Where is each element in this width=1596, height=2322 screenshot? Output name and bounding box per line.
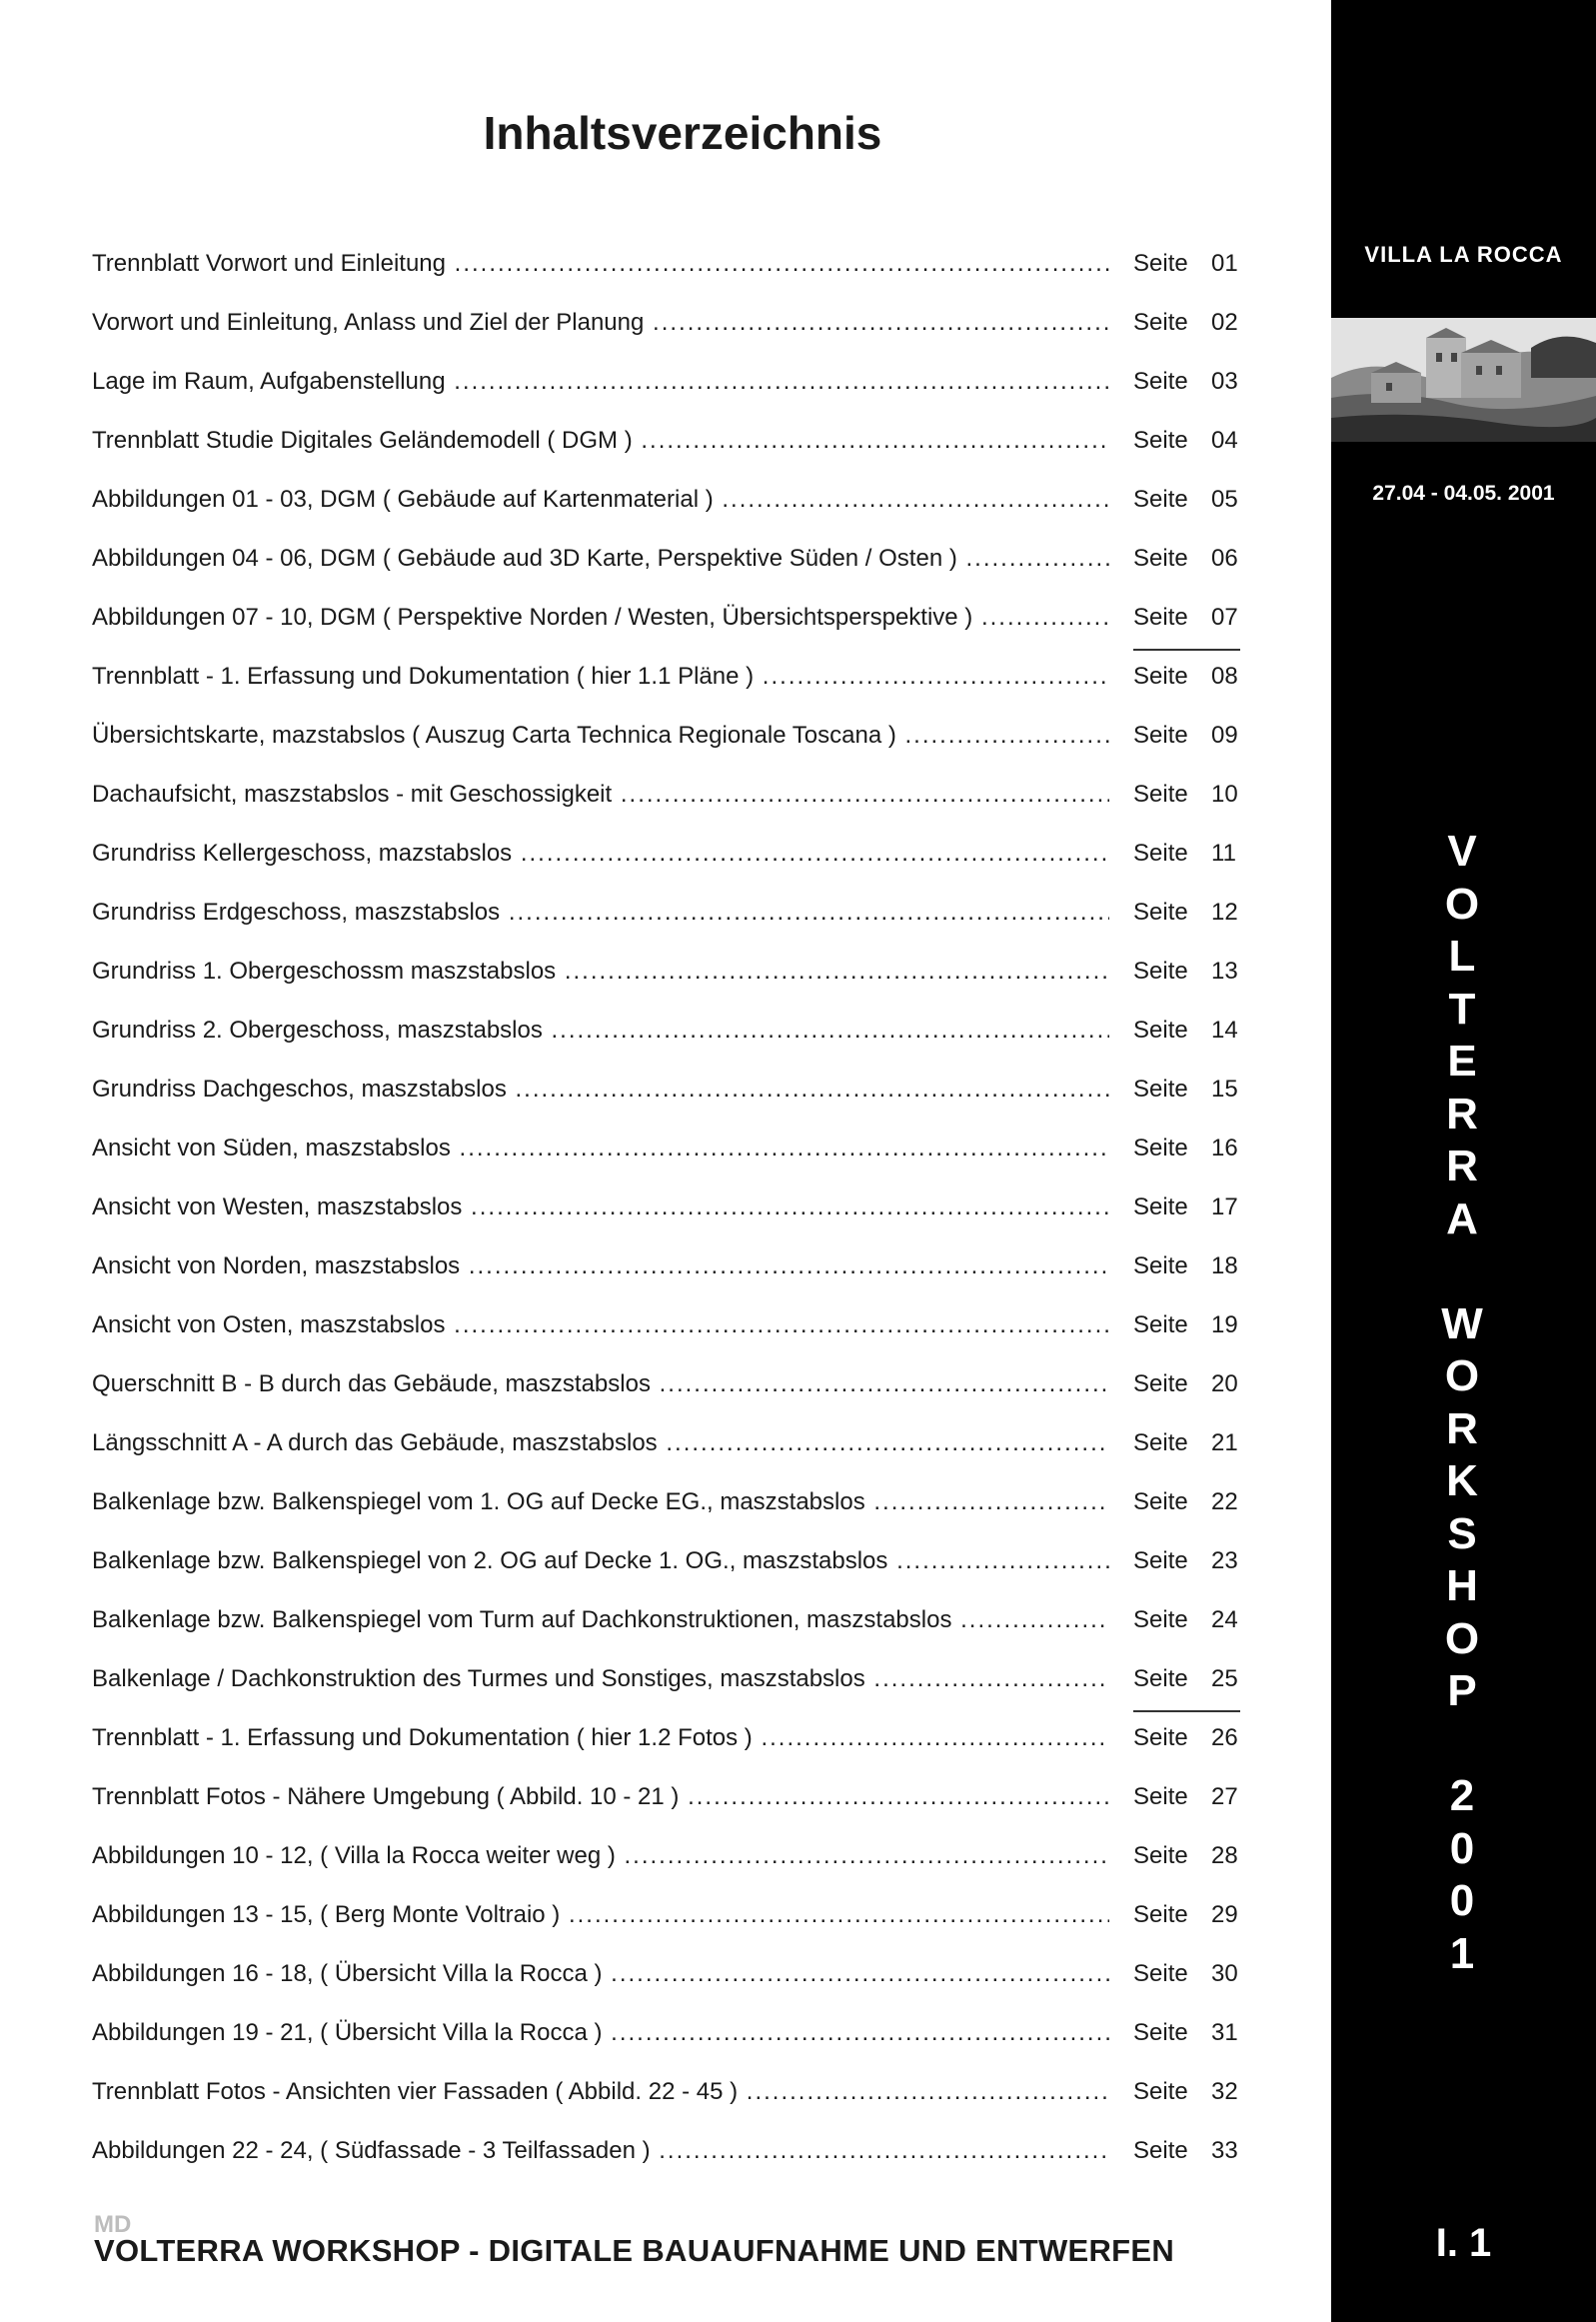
toc-row	[92, 1184, 1271, 1243]
toc-entry-text: Abbildungen 16 - 18, ( Übersicht Villa la Rocca ) .....	[92, 1951, 1109, 1997]
toc-entry-text: Abbildungen 07 - 10, DGM ( Perspektive Norden / Westen, Übersichtsperspektive ) .....	[92, 595, 1109, 641]
page-ref: 18	[1211, 1252, 1238, 1279]
seite-label: Seite	[1133, 1783, 1188, 1810]
vertical-title-letter: L	[1448, 932, 1476, 981]
seite-label: Seite	[1133, 2078, 1188, 2105]
page-ref: 32	[1211, 2078, 1238, 2105]
seite-label: Seite	[1133, 958, 1188, 985]
seite-label: Seite	[1133, 1193, 1188, 1220]
seite-label: Seite	[1133, 1724, 1188, 1751]
toc-entry-text: Trennblatt Vorwort und Einleitung .....	[92, 241, 1109, 287]
toc-row	[92, 1715, 1271, 1774]
vertical-title-letter: O	[1444, 879, 1480, 929]
toc-row	[92, 241, 1271, 300]
seite-label: Seite	[1133, 1311, 1188, 1338]
page-ref: 19	[1211, 1311, 1238, 1338]
page-ref: 02	[1211, 309, 1238, 336]
seite-label: Seite	[1133, 899, 1188, 926]
seite-label: Seite	[1133, 1135, 1188, 1161]
toc-entry-text: Balkenlage bzw. Balkenspiegel vom 1. OG auf Decke EG., maszstabslos .....	[92, 1479, 1109, 1525]
toc-row	[92, 2069, 1271, 2128]
vertical-title-letter: O	[1444, 1351, 1480, 1400]
toc-entry-text: Balkenlage bzw. Balkenspiegel von 2. OG auf Decke 1. OG., maszstabslos .....	[92, 1538, 1109, 1584]
page-ref: 13	[1211, 958, 1238, 985]
seite-label: Seite	[1133, 1076, 1188, 1103]
toc-entry-text: Grundriss Erdgeschoss, maszstabslos .....	[92, 890, 1109, 936]
vertical-title-letter: 1	[1449, 1928, 1475, 1978]
toc-entry-text: Trennblatt - 1. Erfassung und Dokumentation ( hier 1.1 Pläne ) .....	[92, 654, 1109, 700]
page-ref: 11	[1211, 840, 1236, 867]
toc-entry-text: Abbildungen 13 - 15, ( Berg Monte Voltraio ) .....	[92, 1892, 1109, 1938]
toc-row	[92, 2010, 1271, 2069]
seite-label: Seite	[1133, 368, 1188, 395]
toc-row	[92, 2128, 1271, 2187]
toc-row	[92, 1361, 1271, 1420]
seite-label: Seite	[1133, 1017, 1188, 1044]
page-ref: 12	[1211, 899, 1238, 926]
toc-entry-text: Trennblatt Fotos - Nähere Umgebung ( Abbild. 10 - 21 ) .....	[92, 1774, 1109, 1820]
toc-row	[92, 536, 1271, 595]
vertical-title	[1417, 826, 1507, 1980]
page-ref: 21	[1211, 1429, 1238, 1456]
vertical-title-letter	[1417, 1245, 1507, 1298]
vertical-title-letter: P	[1447, 1666, 1477, 1715]
toc-entry-text: Ansicht von Osten, maszstabslos .....	[92, 1302, 1109, 1348]
toc-row	[92, 1774, 1271, 1833]
seite-label: Seite	[1133, 781, 1188, 808]
page-ref: 08	[1211, 663, 1238, 690]
page-ref: 33	[1211, 2137, 1238, 2164]
page-ref: 10	[1211, 781, 1238, 808]
toc-entry-text: Trennblatt - 1. Erfassung und Dokumentation ( hier 1.2 Fotos ) .....	[92, 1715, 1109, 1761]
toc-row	[92, 890, 1271, 949]
page-ref: 16	[1211, 1135, 1238, 1161]
seite-label: Seite	[1133, 1429, 1188, 1456]
toc-row	[92, 713, 1271, 772]
toc-entry-text: Grundriss 2. Obergeschoss, maszstabslos .....	[92, 1008, 1109, 1054]
vertical-title-letter: W	[1441, 1298, 1483, 1348]
page-ref: 03	[1211, 368, 1238, 395]
seite-label: Seite	[1133, 545, 1188, 572]
toc-row	[92, 477, 1271, 536]
toc-row	[92, 1008, 1271, 1067]
vertical-title-letter: E	[1447, 1037, 1477, 1086]
seite-label: Seite	[1133, 1547, 1188, 1574]
seite-label: Seite	[1133, 2019, 1188, 2046]
toc-entry-text: Ansicht von Norden, maszstabslos .....	[92, 1243, 1109, 1289]
page-ref: 22	[1211, 1488, 1238, 1515]
toc-entry-text: Abbildungen 04 - 06, DGM ( Gebäude aud 3D Karte, Perspektive Süden / Osten ) .....	[92, 536, 1109, 582]
toc-row	[92, 1420, 1271, 1479]
project-name: VILLA LA ROCCA	[1364, 242, 1563, 267]
toc-row	[92, 1067, 1271, 1126]
page-ref: 01	[1211, 250, 1238, 277]
toc-row	[92, 1656, 1271, 1715]
toc-row	[92, 1479, 1271, 1538]
page-ref: 05	[1211, 486, 1238, 513]
seite-label: Seite	[1133, 722, 1188, 749]
toc-row	[92, 1833, 1271, 1892]
seite-label: Seite	[1133, 2137, 1188, 2164]
vertical-title-letter: 0	[1449, 1876, 1475, 1925]
page-ref: 09	[1211, 722, 1238, 749]
toc-entry-text: Längsschnitt A - A durch das Gebäude, maszstabslos .....	[92, 1420, 1109, 1466]
toc-entry-text: Ansicht von Süden, maszstabslos .....	[92, 1126, 1109, 1171]
page-ref: 07	[1211, 604, 1238, 631]
toc-entry-text: Ansicht von Westen, maszstabslos .....	[92, 1184, 1109, 1230]
toc-entry-text: Grundriss Kellergeschoss, mazstabslos .....	[92, 831, 1109, 877]
vertical-title-letter: S	[1447, 1508, 1477, 1558]
seite-label: Seite	[1133, 1370, 1188, 1397]
seite-label: Seite	[1133, 1252, 1188, 1279]
toc-entry-text: Balkenlage / Dachkonstruktion des Turmes und Sonstiges, maszstabslos .....	[92, 1656, 1109, 1702]
seite-label: Seite	[1133, 427, 1188, 454]
footer-mark: MD	[94, 2211, 132, 2238]
vertical-title-letter: T	[1448, 984, 1476, 1034]
seite-label: Seite	[1133, 663, 1188, 690]
page-ref: 24	[1211, 1606, 1238, 1633]
page-ref: 15	[1211, 1076, 1238, 1103]
section-separator	[1133, 1710, 1240, 1712]
vertical-title-letter	[1417, 1718, 1507, 1771]
vertical-title-letter: 0	[1449, 1823, 1475, 1873]
footer-title: VOLTERRA WORKSHOP - DIGITALE BAUAUFNAHME UND ENTWERFEN	[94, 2233, 1175, 2268]
toc-row	[92, 1951, 1271, 2010]
vertical-title-letter: K	[1446, 1456, 1478, 1505]
seite-label: Seite	[1133, 1960, 1188, 1987]
page-ref: 20	[1211, 1370, 1238, 1397]
toc-entry-text: Lage im Raum, Aufgabenstellung .....	[92, 359, 1109, 405]
vertical-title-letter: 2	[1449, 1771, 1475, 1820]
toc-row	[92, 300, 1271, 359]
toc-row	[92, 1302, 1271, 1361]
toc-entry-text: Grundriss 1. Obergeschossm maszstabslos .....	[92, 949, 1109, 995]
vertical-title-letter: R	[1446, 1142, 1478, 1190]
toc-row	[92, 1892, 1271, 1951]
vertical-title-letter: R	[1446, 1403, 1478, 1453]
vertical-title-letter: A	[1446, 1193, 1478, 1243]
toc-row	[92, 654, 1271, 713]
seite-label: Seite	[1133, 1606, 1188, 1633]
toc-entry-text: Querschnitt B - B durch das Gebäude, maszstabslos .....	[92, 1361, 1109, 1407]
seite-label: Seite	[1133, 250, 1188, 277]
toc-row	[92, 831, 1271, 890]
toc-row	[92, 1243, 1271, 1302]
toc-row	[92, 949, 1271, 1008]
page-ref: 28	[1211, 1842, 1238, 1869]
page-number: I. 1	[1435, 2221, 1492, 2265]
toc-row	[92, 1538, 1271, 1597]
seite-label: Seite	[1133, 604, 1188, 631]
section-separator	[1133, 649, 1240, 651]
toc-entry-text: Trennblatt Fotos - Ansichten vier Fassaden ( Abbild. 22 - 45 ) .....	[92, 2069, 1109, 2115]
page-ref: 14	[1211, 1017, 1238, 1044]
toc-row	[92, 359, 1271, 418]
page-ref: 27	[1211, 1783, 1238, 1810]
vertical-title-letter: O	[1444, 1613, 1480, 1663]
toc-row	[92, 1597, 1271, 1656]
seite-label: Seite	[1133, 486, 1188, 513]
toc-entry-text: Dachaufsicht, maszstabslos - mit Geschossigkeit .....	[92, 772, 1109, 818]
page-ref: 31	[1211, 2019, 1238, 2046]
toc-entry-text: Grundriss Dachgeschos, maszstabslos .....	[92, 1067, 1109, 1113]
toc-entry-text: Abbildungen 01 - 03, DGM ( Gebäude auf Kartenmaterial ) .....	[92, 477, 1109, 523]
toc-entry-text: Übersichtskarte, mazstabslos ( Auszug Carta Technica Regionale Toscana ) .....	[92, 713, 1109, 759]
vertical-title-letter: R	[1446, 1089, 1478, 1139]
workshop-dates: 27.04 - 04.05. 2001	[1372, 482, 1555, 505]
toc-entry-text: Abbildungen 10 - 12, ( Villa la Rocca weiter weg ) .....	[92, 1833, 1109, 1879]
seite-label: Seite	[1133, 1488, 1188, 1515]
seite-label: Seite	[1133, 1665, 1188, 1692]
page-ref: 04	[1211, 427, 1238, 454]
page-title: Inhaltsverzeichnis	[483, 107, 882, 159]
villa-photo	[1331, 318, 1596, 442]
seite-label: Seite	[1133, 840, 1188, 867]
toc-row	[92, 1126, 1271, 1184]
toc-row	[92, 772, 1271, 831]
toc-entry-text: Abbildungen 19 - 21, ( Übersicht Villa la Rocca ) .....	[92, 2010, 1109, 2056]
page-ref: 17	[1211, 1193, 1238, 1220]
toc-row	[92, 418, 1271, 477]
toc-entry-text: Abbildungen 22 - 24, ( Südfassade - 3 Teilfassaden ) .....	[92, 2128, 1109, 2174]
seite-label: Seite	[1133, 1901, 1188, 1928]
page-ref: 26	[1211, 1724, 1238, 1751]
vertical-title-letter: V	[1447, 827, 1477, 876]
toc-entry-text: Vorwort und Einleitung, Anlass und Ziel der Planung .....	[92, 300, 1109, 346]
vertical-title-letter: H	[1446, 1561, 1478, 1610]
toc-entry-text: Balkenlage bzw. Balkenspiegel vom Turm auf Dachkonstruktionen, maszstabslos .....	[92, 1597, 1109, 1643]
toc-row	[92, 595, 1271, 654]
page-ref: 29	[1211, 1901, 1238, 1928]
page-ref: 06	[1211, 545, 1238, 572]
table-of-contents	[92, 241, 1271, 2187]
page-ref: 25	[1211, 1665, 1238, 1692]
seite-label: Seite	[1133, 1842, 1188, 1869]
seite-label: Seite	[1133, 309, 1188, 336]
page-ref: 23	[1211, 1547, 1238, 1574]
toc-entry-text: Trennblatt Studie Digitales Geländemodell ( DGM ) .....	[92, 418, 1109, 464]
page-ref: 30	[1211, 1960, 1238, 1987]
